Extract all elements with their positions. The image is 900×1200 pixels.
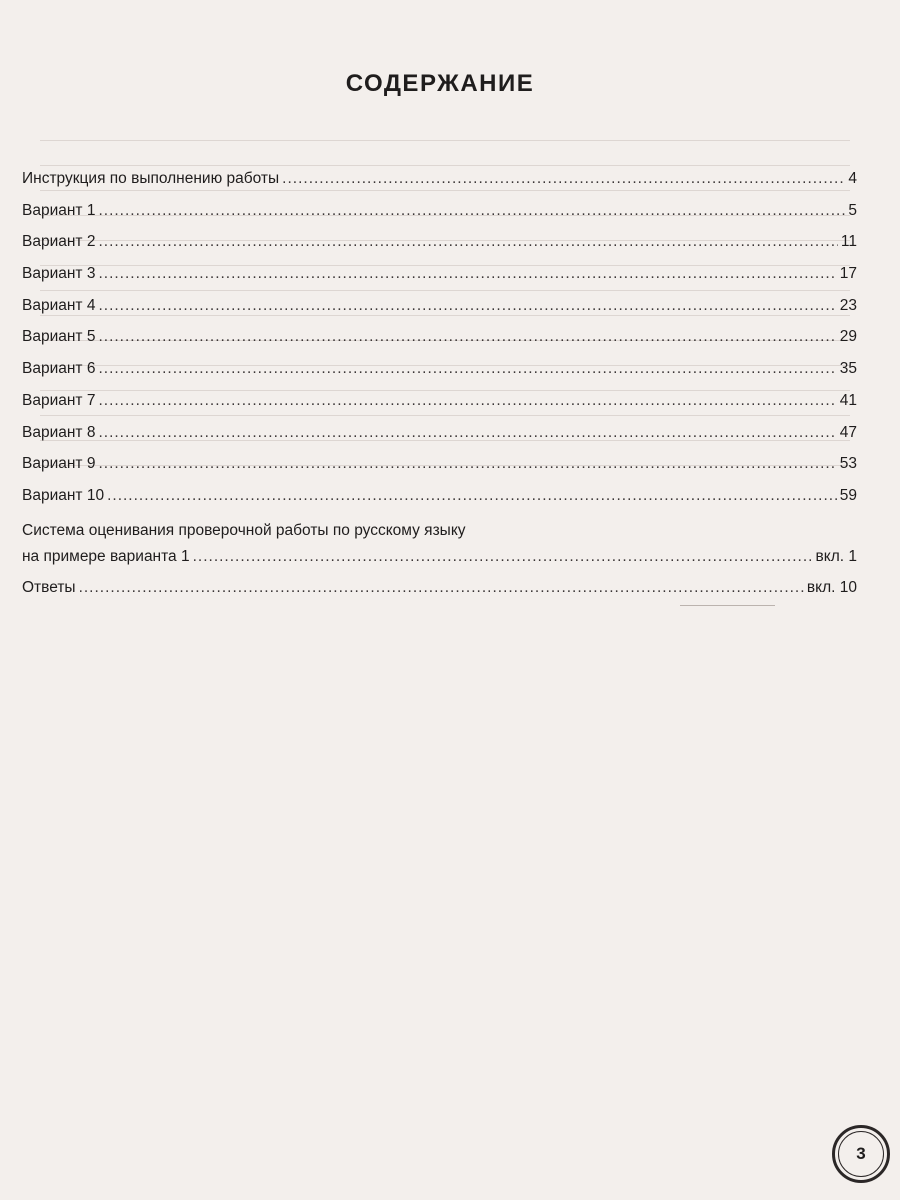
toc-entry-page: 29	[839, 328, 857, 346]
page-number: 3	[856, 1144, 866, 1163]
page-title: СОДЕРЖАНИЕ	[345, 70, 535, 97]
dot-leader	[107, 487, 837, 505]
toc-entry-variant-7	[22, 392, 857, 424]
toc-entry-answers	[22, 579, 857, 611]
toc-entry-label: Вариант 3	[22, 265, 96, 283]
toc-entry-label: Вариант 10	[22, 486, 105, 504]
toc-entry-label: Вариант 2	[22, 233, 96, 251]
dot-leader	[98, 392, 836, 410]
toc-entry-page: вкл. 1	[815, 547, 857, 565]
toc-entry-variant-4	[22, 297, 857, 329]
toc-entry-label: Вариант 8	[22, 423, 96, 441]
toc-entry-page: 11	[840, 233, 857, 251]
toc-entry-page: 35	[839, 360, 857, 378]
toc-entry-label: Вариант 9	[22, 455, 96, 473]
toc-entry-page: 23	[839, 296, 857, 314]
toc-entry-page: вкл. 10	[806, 579, 857, 597]
toc-entry-variant-8	[22, 424, 857, 456]
page-number-badge	[832, 1125, 890, 1183]
toc-entry-label: Вариант 7	[22, 391, 96, 409]
dot-leader	[79, 579, 804, 597]
toc-entry-label-line2: на примере варианта 1	[22, 547, 190, 565]
dot-leader	[98, 265, 836, 283]
toc-entry-variant-10	[22, 487, 857, 519]
toc-entry-label: Вариант 4	[22, 296, 96, 314]
toc-entry-label-line1: Система оценивания проверочной работы по русскому языку	[22, 521, 466, 539]
toc-entry-variant-3	[22, 265, 857, 297]
dot-leader	[98, 297, 836, 315]
dot-leader	[98, 424, 836, 442]
toc-entry-label: Вариант 5	[22, 328, 96, 346]
toc-entry-variant-6	[22, 360, 857, 392]
dot-leader	[282, 170, 845, 188]
dot-leader	[98, 455, 836, 473]
toc-entry-page: 17	[839, 265, 857, 283]
dot-leader	[98, 202, 845, 220]
toc-entry-page: 4	[848, 170, 857, 187]
dot-leader	[98, 360, 836, 378]
dot-leader	[193, 548, 813, 566]
toc-entry-variant-1	[22, 202, 857, 234]
toc-entry-label: Вариант 1	[22, 201, 96, 219]
toc-entry-page: 41	[839, 391, 857, 409]
table-of-contents	[22, 170, 857, 611]
toc-entry-page: 5	[848, 201, 857, 219]
toc-entry-page: 47	[839, 423, 857, 441]
toc-entry-variant-2	[22, 233, 857, 265]
toc-entry-grading-system	[22, 522, 857, 580]
toc-entry-label: Вариант 6	[22, 360, 96, 378]
dot-leader	[98, 233, 837, 251]
toc-entry-label: Ответы	[22, 579, 76, 597]
dot-leader	[98, 328, 836, 346]
toc-entry-variant-9	[22, 455, 857, 487]
toc-entry-page: 59	[839, 486, 857, 504]
toc-entry-label: Инструкция по выполнению работы	[22, 170, 280, 187]
toc-entry-grading-line2	[22, 548, 857, 580]
divider-line	[680, 605, 775, 606]
toc-entry-page: 53	[839, 455, 857, 473]
toc-entry-variant-5	[22, 328, 857, 360]
toc-entry-instructions	[22, 170, 857, 202]
